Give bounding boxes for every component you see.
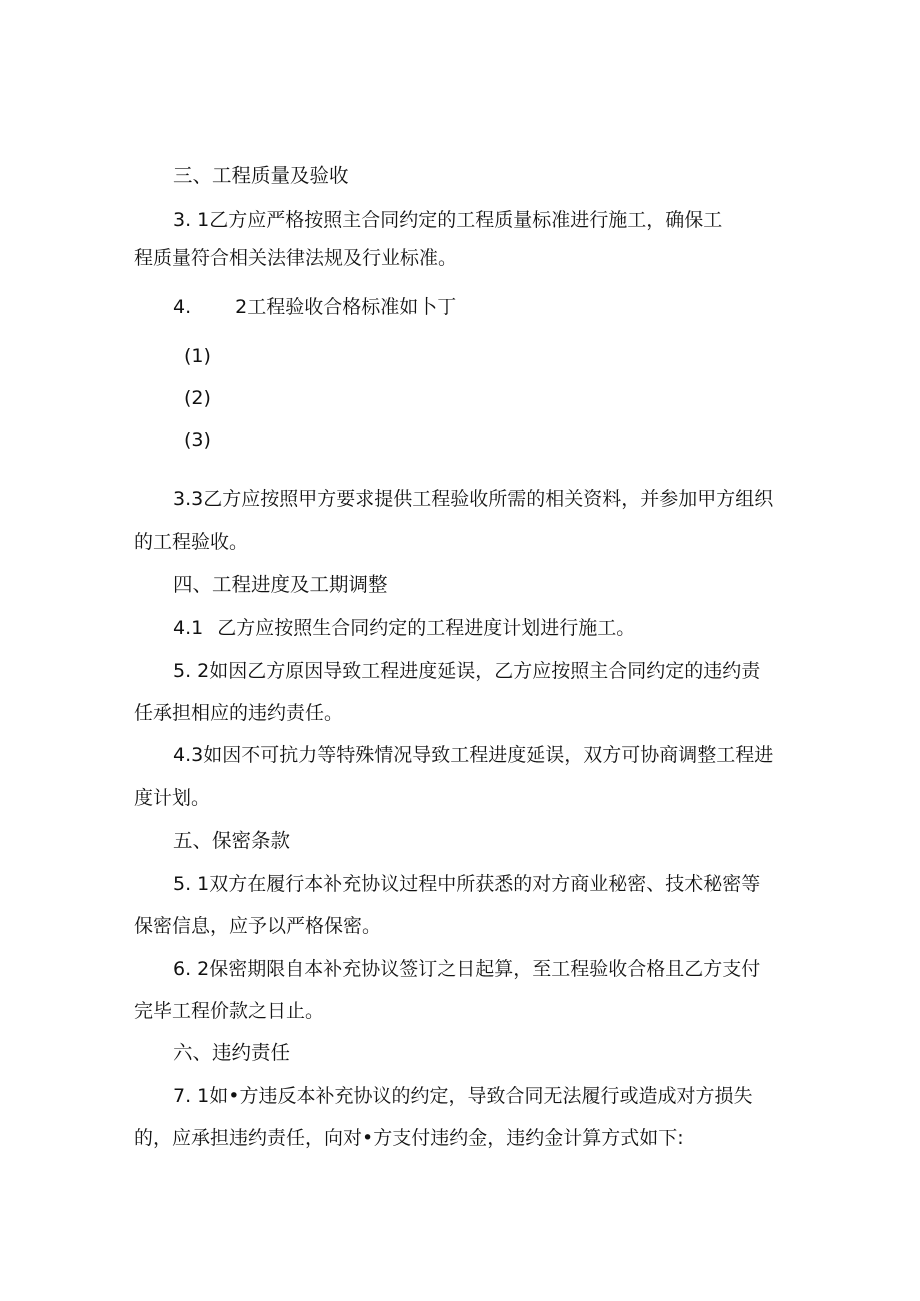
list-item-1: (1): [184, 345, 211, 367]
clause-4-1-text: 乙方应按照生合同约定的工程进度计划进行施工。: [217, 617, 636, 639]
clause-4-1: [173, 616, 635, 640]
clause-4-2-text: 如因乙方原因导致工程进度延误，乙方应按照主合同约定的违约责: [209, 660, 761, 682]
clause-4-2-continued: 任承担相应的违约责任。: [134, 702, 344, 724]
list-item-2: (2): [184, 387, 211, 409]
clause-5-1-continued: 保密信息，应予以严格保密。: [134, 915, 382, 937]
clause-5-2-text: 保密期限自本补充协议签订之日起算，至工程验收合格且乙方支付: [209, 958, 761, 980]
clause-6-1: [173, 1084, 752, 1108]
clause-6-1-label: 7. 1: [173, 1085, 210, 1107]
clause-4-3-continued: 度计划。: [134, 787, 211, 809]
clause-5-1-label: 5. 1: [173, 873, 210, 895]
clause-5-1: [173, 872, 760, 896]
clause-3-3-continued: 的工程验收。: [134, 531, 249, 553]
clause-4-3: 4.3如因不可抗力等特殊情况导致工程进度延误，双方可协商调整工程进: [173, 744, 774, 766]
clause-3-3: 3.3乙方应按照甲方要求提供工程验收所需的相关资料，并参加甲方组织: [173, 488, 774, 510]
clause-3-2-text: 2工程验收合格标准如卜丁: [235, 296, 457, 318]
clause-5-1-text: 双方在履行本补充协议过程中所获悉的对方商业秘密、技术秘密等: [209, 873, 761, 895]
section-4-heading: 四、工程进度及工期调整: [173, 573, 388, 596]
clause-5-2-continued: 完毕工程价款之日止。: [134, 1000, 325, 1022]
section-3-heading: 三、工程质量及验收: [173, 164, 349, 187]
clause-4-1-label: 4.1: [173, 617, 204, 639]
section-5-heading: 五、保密条款: [173, 829, 291, 852]
clause-5-2-label: 6. 2: [173, 958, 210, 980]
clause-3-1-text: 乙方应严格按照主合同约定的工程质量标准进行施工，确保工: [209, 209, 723, 231]
clause-6-1-continued: 的，应承担违约责任，向对•方支付违约金，违约金计算方式如下:: [134, 1127, 684, 1149]
clause-3-1-continued: 程质量符合相关法律法规及行业标准。: [134, 247, 458, 269]
clause-5-2: [173, 957, 760, 981]
clause-4-2-label: 5. 2: [173, 660, 210, 682]
section-6-heading: 六、违约责任: [173, 1041, 291, 1064]
clause-3-1: [173, 208, 722, 232]
clause-3-2-label: 4.: [173, 296, 192, 318]
list-item-3: (3): [184, 429, 211, 451]
clause-3-2: [173, 295, 456, 319]
clause-6-1-text: 如•方违反本补充协议的约定，导致合同无法履行或造成对方损失: [209, 1085, 753, 1107]
clause-3-1-label: 3. 1: [173, 209, 210, 231]
clause-4-2: [173, 659, 760, 683]
